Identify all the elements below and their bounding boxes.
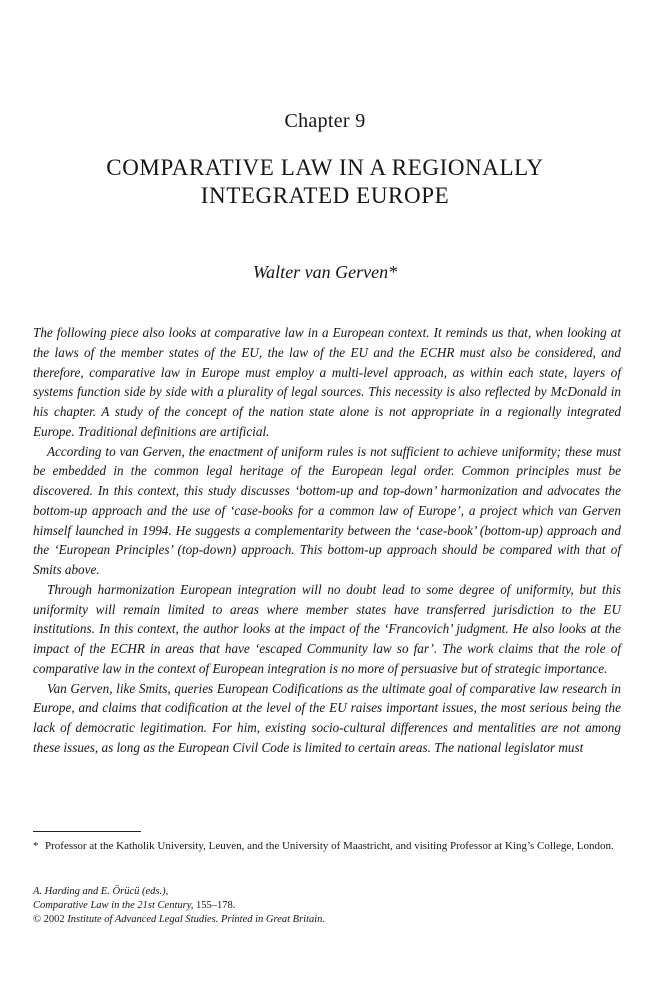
citation-pages: 155–178. <box>196 900 236 911</box>
abstract-paragraph: Van Gerven, like Smits, queries European Codifications as the ultimate goal of comparative law research in Europe, and claims that codification at the level of the EU raises important issues, the most serious being the lack of democratic legitimation. For him, existing socio-cultural differences and mentalities are not among these issues, as long as the European Civil Code is limited to certain areas. The national legislator must <box>33 680 621 755</box>
abstract-paragraph: The following piece also looks at comparative law in a European context. It reminds us that, when looking at the laws of the member states of the EU, the law of the EU and the ECHR must also be considered, and therefore, comparative law in Europe must employ a multi-level approach, as within each state, layers of systems function side by side with a plurality of legal sources. This necessity is also reflected by McDonald in his chapter. A study of the concept of the nation state alone is not appropriate in a regionally integrated Europe. Traditional definitions are artificial. <box>33 325 621 439</box>
footnote-marker: * <box>33 840 39 852</box>
author-footnote <box>33 838 621 854</box>
citation-copyright-year: © 2002 <box>33 914 65 925</box>
chapter-label: Chapter 9 <box>284 110 366 132</box>
citation-book-line <box>33 899 621 913</box>
citation-copyright-line <box>33 913 621 927</box>
publication-citation <box>33 885 621 927</box>
abstract-paragraph: According to van Gerven, the enactment of uniform rules is not sufficient to achieve uniformity; these must be embedded in the common legal heritage of the European legal order. Common principles must be discovered. In this context, this study discusses ‘bottom-up and top-down’ harmonization and advocates the bottom-up approach and the use of ‘case-books for a common law of Europe’, a project which van Gerven himself launched in 1994. He suggests a complementarity between the ‘case-book’ (bottom-up) approach and the ‘European Principles’ (top-down) approach. This bottom-up approach should be compared with that of Smits above. <box>33 443 621 577</box>
chapter-title-line-1: COMPARATIVE LAW IN A REGIONALLY <box>106 155 544 180</box>
abstract-paragraph: Through harmonization European integration will no doubt lead to some degree of uniformity, but this uniformity will remain limited to areas where member states have transferred jurisdiction to the EU institutions. In this context, the author looks at the impact of the ‘Francovich’ judgment. He also looks at the impact of the ECHR in areas that have ‘escaped Community law so far’. The work claims that the role of comparative law in the context of European integration is no more of persuasive but of strategic importance. <box>33 581 621 676</box>
footnote-text: Professor at the Katholik University, Leuven, and the University of Maastricht, and visiting Professor at King’s College, London. <box>45 840 614 852</box>
chapter-title-line-2: INTEGRATED EUROPE <box>200 183 450 208</box>
chapter-title <box>60 154 590 210</box>
citation-book: Comparative Law in the 21st Century, <box>33 900 194 911</box>
citation-publisher: Institute of Advanced Legal Studies. Printed in Great Britain. <box>67 914 326 925</box>
footnote-divider <box>33 831 141 832</box>
abstract <box>33 323 621 758</box>
citation-editors: A. Harding and E. Örücü (eds.), <box>33 886 169 897</box>
author-name: Walter van Gerven* <box>252 262 398 282</box>
